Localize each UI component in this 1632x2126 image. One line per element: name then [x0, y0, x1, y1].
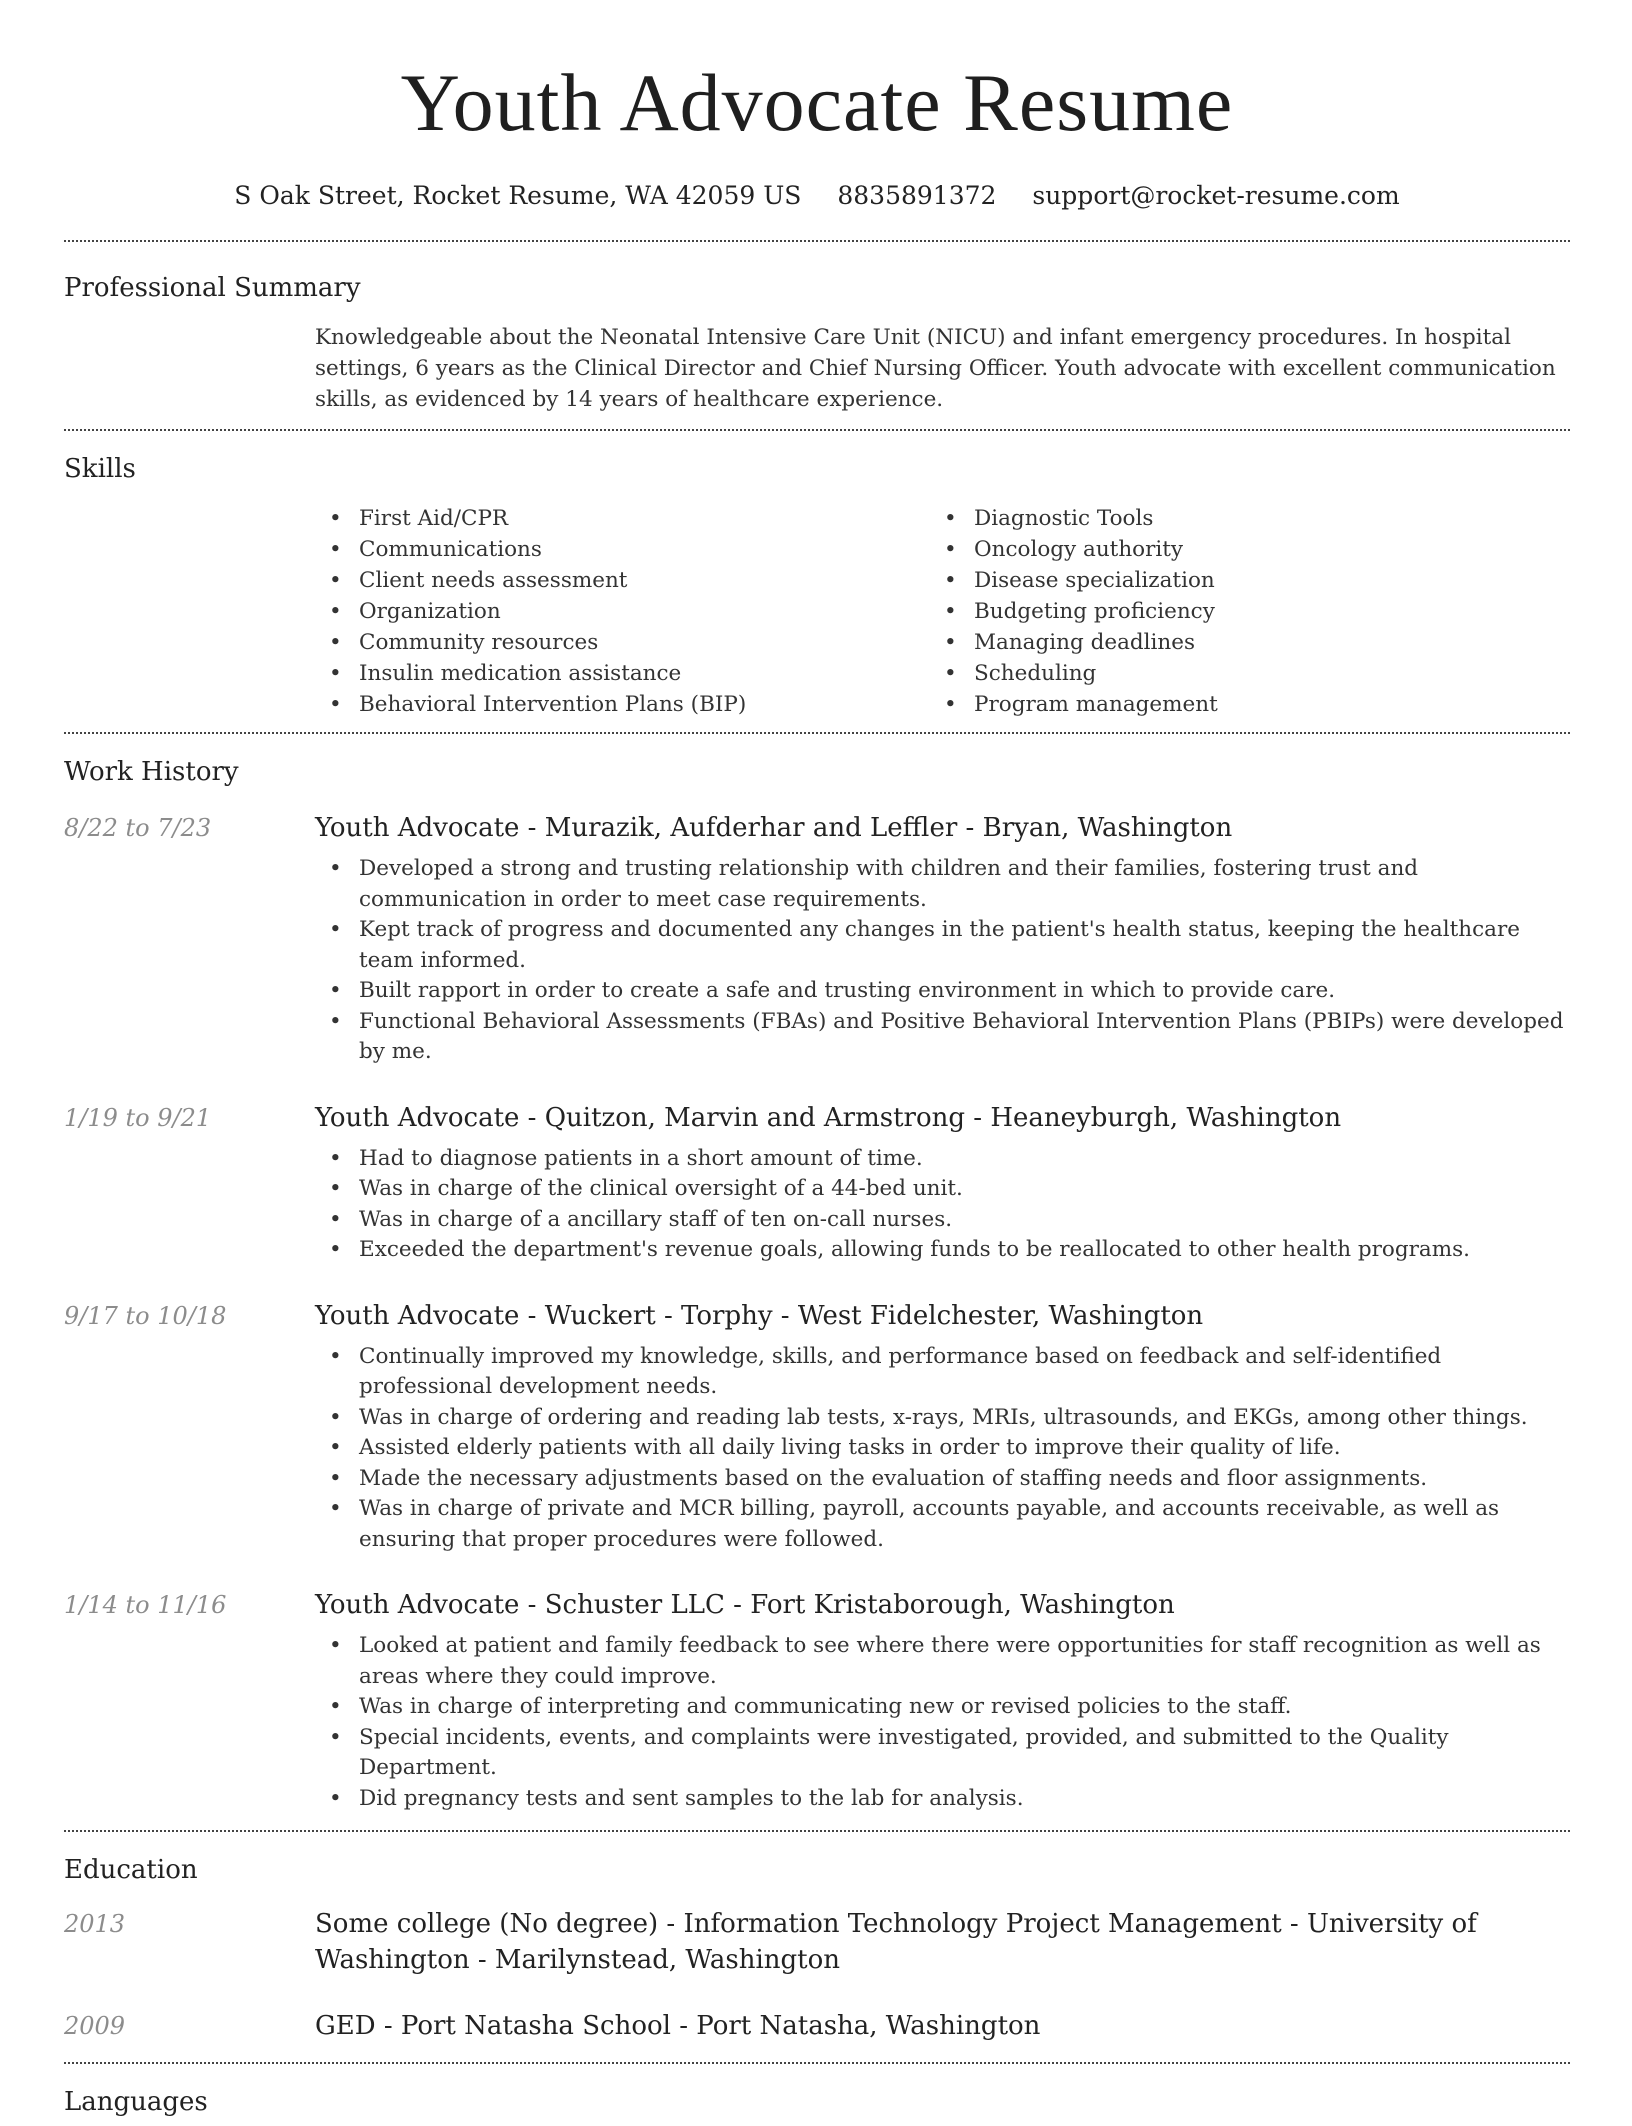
- skills-title: Skills: [64, 454, 136, 484]
- job-date: 1/19 to 9/21: [64, 1103, 212, 1132]
- job-heading: Youth Advocate - Wuckert - Torphy - West Fidelchester, Washington: [315, 1300, 1204, 1331]
- work-history-section: [64, 734, 1570, 1830]
- job-date: 8/22 to 7/23: [64, 814, 212, 842]
- education-title: Education: [64, 1855, 198, 1885]
- skill-item: • Communications: [315, 534, 930, 565]
- job-bullet: • Was in charge of the clinical oversight of a 44-bed unit.: [315, 1174, 1570, 1205]
- contact-email: support@rocket-resume.com: [1032, 181, 1400, 210]
- languages-title: Languages: [64, 2087, 208, 2117]
- contact-phone: 8835891372: [837, 181, 997, 210]
- contact-line: [64, 176, 1570, 216]
- summary-title: Professional Summary: [64, 273, 361, 303]
- skills-list: [315, 493, 1570, 732]
- skill-item: • Diagnostic Tools: [930, 503, 1545, 534]
- job-entry: [64, 1098, 1570, 1266]
- job-bullet: • Made the necessary adjustments based on the evaluation of staffing needs and floor assignments.: [315, 1464, 1570, 1495]
- job-entry: [64, 1585, 1570, 1830]
- job-bullet: • Functional Behavioral Assessments (FBAs) and Positive Behavioral Intervention Plans (PBIPs) were developed by me.: [315, 1007, 1570, 1068]
- job-bullet: • Built rapport in order to create a safe and trusting environment in which to provide care.: [315, 976, 1570, 1007]
- education-entry: [64, 1906, 1570, 1978]
- job-date: 1/14 to 11/16: [64, 1591, 227, 1619]
- skill-item: • First Aid/CPR: [315, 503, 930, 534]
- skill-item: • Behavioral Intervention Plans (BIP): [315, 689, 930, 720]
- contact-address: S Oak Street, Rocket Resume, WA 42059 US: [234, 181, 802, 210]
- job-bullet: • Developed a strong and trusting relationship with children and their families, fostering trust and communication in order to meet case requirements.: [315, 854, 1570, 915]
- summary-text: Knowledgeable about the Neonatal Intensive Care Unit (NICU) and infant emergency procedures. In hospital settings, 6 years as the Clinical Director and Chief Nursing Officer. Youth advocate with excellent communication skills, as evidenced by 14 years of healthcare experience.: [315, 325, 1556, 412]
- job-bullets: [315, 1144, 1570, 1266]
- job-bullet: • Did pregnancy tests and sent samples to the lab for analysis.: [315, 1784, 1570, 1815]
- skill-item: • Disease specialization: [930, 565, 1545, 596]
- summary-section: [64, 242, 1570, 429]
- skill-item: • Insulin medication assistance: [315, 658, 930, 689]
- resume-page: [64, 0, 1570, 2126]
- skill-item: • Organization: [315, 596, 930, 627]
- job-bullet: • Was in charge of a ancillary staff of ten on-call nurses.: [315, 1205, 1570, 1236]
- education-date: 2013: [64, 1910, 126, 1938]
- resume-title: Youth Advocate Resume: [400, 57, 1234, 148]
- job-bullet: • Assisted elderly patients with all daily living tasks in order to improve their quality of life.: [315, 1433, 1570, 1464]
- job-bullet: • Had to diagnose patients in a short amount of time.: [315, 1144, 1570, 1175]
- skills-column-right: [930, 503, 1545, 720]
- work-history-title: Work History: [64, 757, 239, 787]
- job-bullet: • Exceeded the department's revenue goals, allowing funds to be reallocated to other health programs.: [315, 1235, 1570, 1266]
- job-bullet: • Special incidents, events, and complaints were investigated, provided, and submitted to the Quality Department.: [315, 1723, 1570, 1784]
- job-bullet: • Continually improved my knowledge, skills, and performance based on feedback and self-identified professional development needs.: [315, 1342, 1570, 1403]
- skill-item: • Managing deadlines: [930, 627, 1545, 658]
- education-date: 2009: [64, 2012, 126, 2040]
- job-heading: Youth Advocate - Quitzon, Marvin and Armstrong - Heaneyburgh, Washington: [315, 1102, 1342, 1133]
- job-bullets: [315, 1342, 1570, 1556]
- skill-item: • Oncology authority: [930, 534, 1545, 565]
- job-bullets: [315, 854, 1570, 1068]
- education-text: GED - Port Natasha School - Port Natasha, Washington: [315, 2011, 1041, 2041]
- job-entry: [64, 1296, 1570, 1556]
- job-bullet: • Was in charge of ordering and reading lab tests, x-rays, MRIs, ultrasounds, and EKGs, among other things.: [315, 1403, 1570, 1434]
- job-bullet: • Was in charge of interpreting and communicating new or revised policies to the staff.: [315, 1692, 1570, 1723]
- skill-item: • Community resources: [315, 627, 930, 658]
- skill-item: • Budgeting proficiency: [930, 596, 1545, 627]
- education-entry: [64, 2008, 1570, 2062]
- job-entry: [64, 808, 1570, 1068]
- job-bullet: • Looked at patient and family feedback to see where there were opportunities for staff recognition as well as areas where they could improve.: [315, 1631, 1570, 1692]
- job-bullet: • Was in charge of private and MCR billing, payroll, accounts payable, and accounts receivable, as well as ensuring that proper procedures were followed.: [315, 1494, 1570, 1555]
- education-section: [64, 1832, 1570, 2062]
- job-date: 9/17 to 10/18: [64, 1301, 227, 1330]
- skill-item: • Client needs assessment: [315, 565, 930, 596]
- skills-column-left: [315, 503, 930, 720]
- skills-section: [64, 431, 1570, 732]
- languages-section: [64, 2064, 1570, 2126]
- job-bullet: • Kept track of progress and documented any changes in the patient's health status, keeping the healthcare team informed.: [315, 915, 1570, 976]
- job-heading: Youth Advocate - Schuster LLC - Fort Kristaborough, Washington: [315, 1590, 1175, 1620]
- job-bullets: [315, 1631, 1570, 1814]
- education-text: Some college (No degree) - Information Technology Project Management - University of Washington - Marilynstead, Washington: [315, 1909, 1477, 1975]
- skill-item: • Program management: [930, 689, 1545, 720]
- skill-item: • Scheduling: [930, 658, 1545, 689]
- job-heading: Youth Advocate - Murazik, Aufderhar and Leffler - Bryan, Washington: [315, 813, 1233, 843]
